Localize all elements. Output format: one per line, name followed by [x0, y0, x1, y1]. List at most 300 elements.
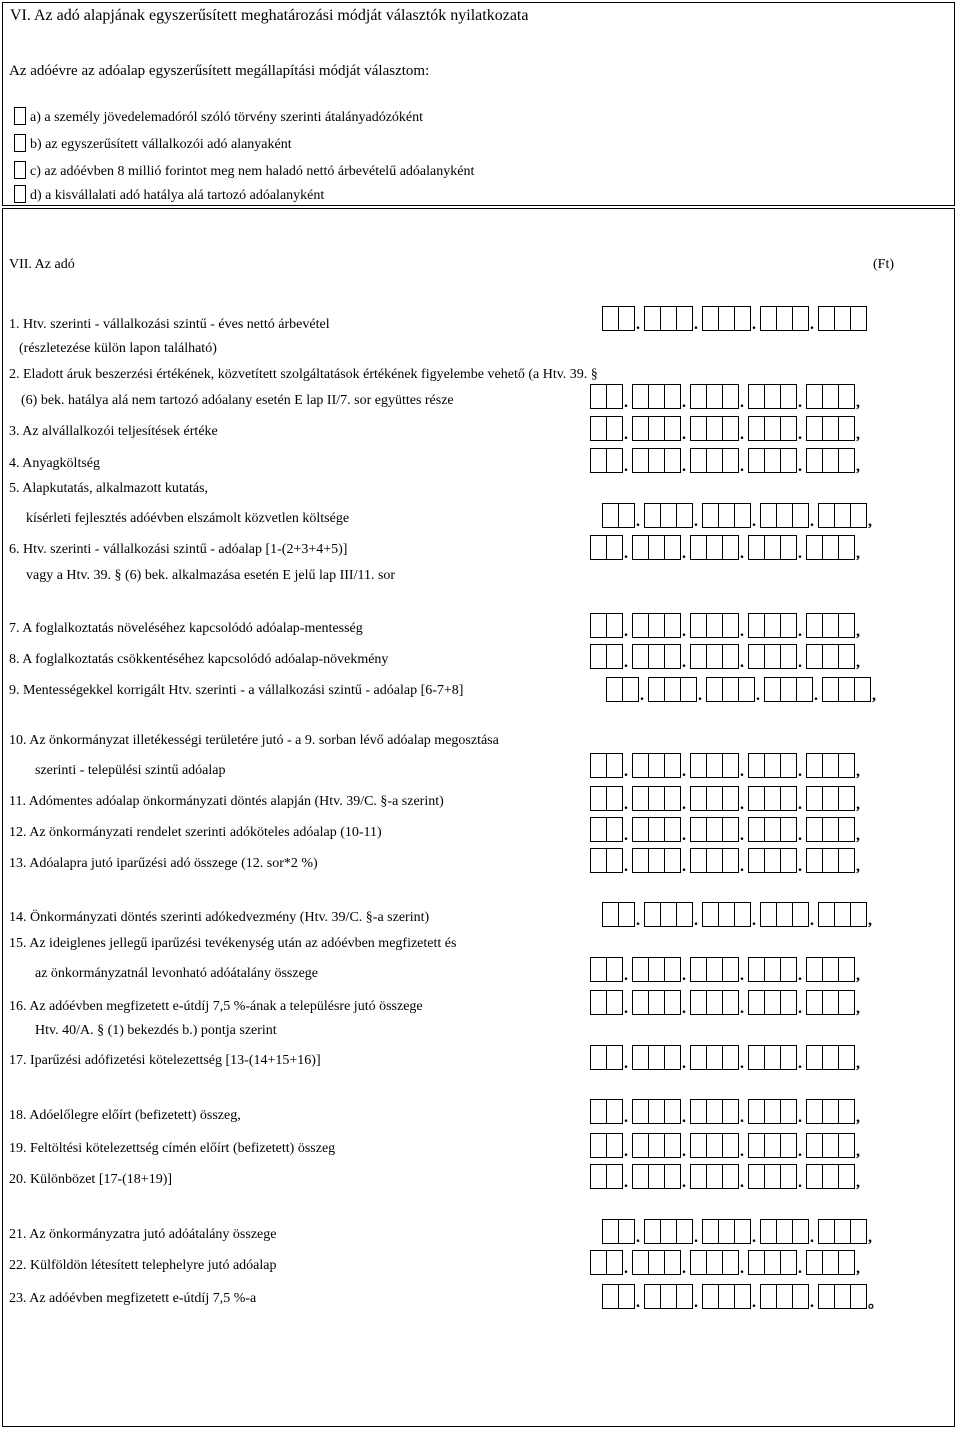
option-b-checkbox[interactable] — [14, 134, 26, 152]
digit-cell[interactable] — [664, 1133, 681, 1158]
digit-cell[interactable] — [660, 1284, 677, 1309]
digit-cell[interactable] — [834, 902, 851, 927]
digit-cell[interactable] — [734, 902, 751, 927]
digit-cell[interactable] — [690, 957, 707, 982]
digit-cell[interactable] — [806, 384, 823, 409]
digit-cell[interactable] — [690, 1250, 707, 1275]
digit-cell[interactable] — [632, 416, 649, 441]
digit-cell[interactable] — [680, 677, 697, 702]
digit-cell[interactable] — [850, 306, 867, 331]
digit-cell[interactable] — [838, 817, 855, 842]
digit-cell[interactable] — [748, 384, 765, 409]
digit-cell[interactable] — [748, 990, 765, 1015]
digit-cell[interactable] — [822, 848, 839, 873]
digit-cell[interactable] — [764, 1099, 781, 1124]
digit-cell[interactable] — [748, 848, 765, 873]
digit-cell[interactable] — [748, 416, 765, 441]
digit-cell[interactable] — [822, 613, 839, 638]
digit-cell[interactable] — [764, 1133, 781, 1158]
digit-cell[interactable] — [706, 1164, 723, 1189]
digit-cell[interactable] — [632, 957, 649, 982]
digit-cell[interactable] — [690, 535, 707, 560]
digit-cell[interactable] — [648, 613, 665, 638]
digit-cell[interactable] — [706, 535, 723, 560]
digit-cell[interactable] — [722, 1045, 739, 1070]
digit-cell[interactable] — [838, 1045, 855, 1070]
digit-cell[interactable] — [706, 848, 723, 873]
digit-cell[interactable] — [806, 848, 823, 873]
digit-cell[interactable] — [806, 753, 823, 778]
digit-cell[interactable] — [780, 613, 797, 638]
digit-cell[interactable] — [648, 1045, 665, 1070]
digit-cell[interactable] — [632, 448, 649, 473]
digit-cell[interactable] — [838, 384, 855, 409]
digit-cell[interactable] — [780, 1099, 797, 1124]
digit-cell[interactable] — [632, 1133, 649, 1158]
digit-cell[interactable] — [718, 1219, 735, 1244]
digit-cell[interactable] — [822, 990, 839, 1015]
digit-cell[interactable] — [748, 1164, 765, 1189]
digit-cell[interactable] — [690, 448, 707, 473]
digit-cell[interactable] — [690, 753, 707, 778]
digit-cell[interactable] — [660, 306, 677, 331]
digit-cell[interactable] — [618, 1219, 635, 1244]
digit-cell[interactable] — [606, 786, 623, 811]
digit-cell[interactable] — [706, 644, 723, 669]
digit-cell[interactable] — [822, 416, 839, 441]
digit-cell[interactable] — [590, 848, 607, 873]
digit-cell[interactable] — [850, 902, 867, 927]
digit-cell[interactable] — [606, 957, 623, 982]
digit-cell[interactable] — [590, 1045, 607, 1070]
digit-cell[interactable] — [764, 448, 781, 473]
digit-cell[interactable] — [806, 644, 823, 669]
digit-cell[interactable] — [676, 503, 693, 528]
digit-cell[interactable] — [850, 1284, 867, 1309]
digit-cell[interactable] — [664, 990, 681, 1015]
digit-cell[interactable] — [780, 384, 797, 409]
digit-cell[interactable] — [690, 416, 707, 441]
digit-cell[interactable] — [722, 613, 739, 638]
digit-cell[interactable] — [706, 416, 723, 441]
digit-cell[interactable] — [854, 677, 871, 702]
digit-cell[interactable] — [664, 1164, 681, 1189]
digit-cell[interactable] — [664, 677, 681, 702]
digit-cell[interactable] — [606, 1250, 623, 1275]
digit-cell[interactable] — [664, 957, 681, 982]
digit-cell[interactable] — [590, 1250, 607, 1275]
digit-cell[interactable] — [718, 902, 735, 927]
digit-cell[interactable] — [822, 1250, 839, 1275]
digit-cell[interactable] — [718, 306, 735, 331]
digit-cell[interactable] — [838, 753, 855, 778]
digit-cell[interactable] — [702, 1284, 719, 1309]
digit-cell[interactable] — [834, 1284, 851, 1309]
digit-cell[interactable] — [590, 1099, 607, 1124]
digit-cell[interactable] — [702, 1219, 719, 1244]
digit-cell[interactable] — [606, 416, 623, 441]
digit-cell[interactable] — [722, 677, 739, 702]
digit-cell[interactable] — [834, 306, 851, 331]
digit-cell[interactable] — [706, 1099, 723, 1124]
digit-cell[interactable] — [706, 677, 723, 702]
digit-cell[interactable] — [834, 503, 851, 528]
digit-cell[interactable] — [838, 990, 855, 1015]
digit-cell[interactable] — [606, 753, 623, 778]
digit-cell[interactable] — [806, 613, 823, 638]
digit-cell[interactable] — [838, 1164, 855, 1189]
digit-cell[interactable] — [618, 1284, 635, 1309]
digit-cell[interactable] — [780, 1250, 797, 1275]
digit-cell[interactable] — [648, 644, 665, 669]
digit-cell[interactable] — [764, 848, 781, 873]
digit-cell[interactable] — [664, 535, 681, 560]
digit-cell[interactable] — [690, 644, 707, 669]
digit-cell[interactable] — [822, 1164, 839, 1189]
digit-cell[interactable] — [764, 817, 781, 842]
digit-cell[interactable] — [838, 848, 855, 873]
digit-cell[interactable] — [648, 535, 665, 560]
digit-cell[interactable] — [706, 1045, 723, 1070]
digit-cell[interactable] — [590, 448, 607, 473]
digit-cell[interactable] — [838, 535, 855, 560]
option-c-checkbox[interactable] — [14, 161, 26, 179]
digit-cell[interactable] — [722, 848, 739, 873]
digit-cell[interactable] — [590, 1133, 607, 1158]
digit-cell[interactable] — [822, 677, 839, 702]
digit-cell[interactable] — [780, 644, 797, 669]
digit-cell[interactable] — [618, 503, 635, 528]
digit-cell[interactable] — [822, 1133, 839, 1158]
digit-cell[interactable] — [792, 1219, 809, 1244]
digit-cell[interactable] — [690, 817, 707, 842]
digit-cell[interactable] — [648, 753, 665, 778]
digit-cell[interactable] — [690, 1164, 707, 1189]
digit-cell[interactable] — [590, 786, 607, 811]
digit-cell[interactable] — [648, 448, 665, 473]
digit-cell[interactable] — [632, 817, 649, 842]
digit-cell[interactable] — [780, 448, 797, 473]
digit-cell[interactable] — [806, 535, 823, 560]
digit-cell[interactable] — [690, 1133, 707, 1158]
digit-cell[interactable] — [622, 677, 639, 702]
digit-cell[interactable] — [706, 990, 723, 1015]
digit-cell[interactable] — [690, 848, 707, 873]
digit-cell[interactable] — [806, 957, 823, 982]
digit-cell[interactable] — [676, 1284, 693, 1309]
digit-cell[interactable] — [722, 786, 739, 811]
digit-cell[interactable] — [764, 753, 781, 778]
digit-cell[interactable] — [676, 902, 693, 927]
digit-cell[interactable] — [776, 1219, 793, 1244]
digit-cell[interactable] — [838, 786, 855, 811]
digit-cell[interactable] — [822, 817, 839, 842]
digit-cell[interactable] — [648, 677, 665, 702]
digit-cell[interactable] — [606, 644, 623, 669]
digit-cell[interactable] — [722, 817, 739, 842]
digit-cell[interactable] — [648, 416, 665, 441]
digit-cell[interactable] — [590, 957, 607, 982]
digit-cell[interactable] — [780, 753, 797, 778]
digit-cell[interactable] — [834, 1219, 851, 1244]
digit-cell[interactable] — [648, 384, 665, 409]
digit-cell[interactable] — [602, 902, 619, 927]
option-d-checkbox[interactable] — [14, 185, 26, 203]
digit-cell[interactable] — [706, 384, 723, 409]
digit-cell[interactable] — [606, 1099, 623, 1124]
digit-cell[interactable] — [590, 817, 607, 842]
digit-cell[interactable] — [590, 613, 607, 638]
digit-cell[interactable] — [780, 416, 797, 441]
digit-cell[interactable] — [764, 786, 781, 811]
digit-cell[interactable] — [648, 817, 665, 842]
digit-cell[interactable] — [760, 503, 777, 528]
digit-cell[interactable] — [806, 817, 823, 842]
digit-cell[interactable] — [706, 753, 723, 778]
digit-cell[interactable] — [664, 384, 681, 409]
digit-cell[interactable] — [806, 786, 823, 811]
digit-cell[interactable] — [776, 503, 793, 528]
digit-cell[interactable] — [590, 644, 607, 669]
digit-cell[interactable] — [644, 503, 661, 528]
digit-cell[interactable] — [690, 990, 707, 1015]
digit-cell[interactable] — [660, 503, 677, 528]
digit-cell[interactable] — [606, 848, 623, 873]
digit-cell[interactable] — [748, 753, 765, 778]
digit-cell[interactable] — [760, 1219, 777, 1244]
digit-cell[interactable] — [818, 902, 835, 927]
digit-cell[interactable] — [764, 990, 781, 1015]
digit-cell[interactable] — [780, 535, 797, 560]
digit-cell[interactable] — [590, 384, 607, 409]
digit-cell[interactable] — [792, 902, 809, 927]
digit-cell[interactable] — [764, 613, 781, 638]
digit-cell[interactable] — [850, 1219, 867, 1244]
digit-cell[interactable] — [748, 535, 765, 560]
digit-cell[interactable] — [702, 902, 719, 927]
digit-cell[interactable] — [822, 384, 839, 409]
digit-cell[interactable] — [664, 753, 681, 778]
digit-cell[interactable] — [632, 1250, 649, 1275]
digit-cell[interactable] — [706, 613, 723, 638]
digit-cell[interactable] — [722, 753, 739, 778]
digit-cell[interactable] — [722, 1164, 739, 1189]
digit-cell[interactable] — [590, 1164, 607, 1189]
digit-cell[interactable] — [818, 1219, 835, 1244]
digit-cell[interactable] — [632, 990, 649, 1015]
digit-cell[interactable] — [764, 535, 781, 560]
digit-cell[interactable] — [748, 1250, 765, 1275]
digit-cell[interactable] — [664, 448, 681, 473]
digit-cell[interactable] — [838, 957, 855, 982]
digit-cell[interactable] — [806, 448, 823, 473]
digit-cell[interactable] — [806, 990, 823, 1015]
digit-cell[interactable] — [722, 990, 739, 1015]
digit-cell[interactable] — [764, 1164, 781, 1189]
digit-cell[interactable] — [632, 613, 649, 638]
digit-cell[interactable] — [644, 306, 661, 331]
digit-cell[interactable] — [764, 416, 781, 441]
digit-cell[interactable] — [664, 644, 681, 669]
digit-cell[interactable] — [764, 1045, 781, 1070]
digit-cell[interactable] — [602, 306, 619, 331]
digit-cell[interactable] — [760, 306, 777, 331]
digit-cell[interactable] — [644, 902, 661, 927]
digit-cell[interactable] — [648, 957, 665, 982]
digit-cell[interactable] — [776, 902, 793, 927]
digit-cell[interactable] — [664, 1250, 681, 1275]
digit-cell[interactable] — [590, 753, 607, 778]
digit-cell[interactable] — [780, 848, 797, 873]
digit-cell[interactable] — [660, 1219, 677, 1244]
digit-cell[interactable] — [838, 1250, 855, 1275]
digit-cell[interactable] — [606, 1133, 623, 1158]
digit-cell[interactable] — [822, 535, 839, 560]
digit-cell[interactable] — [748, 1133, 765, 1158]
digit-cell[interactable] — [748, 817, 765, 842]
digit-cell[interactable] — [632, 1164, 649, 1189]
digit-cell[interactable] — [738, 677, 755, 702]
digit-cell[interactable] — [690, 1045, 707, 1070]
digit-cell[interactable] — [734, 306, 751, 331]
digit-cell[interactable] — [806, 1250, 823, 1275]
digit-cell[interactable] — [706, 817, 723, 842]
digit-cell[interactable] — [632, 644, 649, 669]
digit-cell[interactable] — [748, 644, 765, 669]
digit-cell[interactable] — [606, 448, 623, 473]
digit-cell[interactable] — [764, 957, 781, 982]
digit-cell[interactable] — [664, 817, 681, 842]
digit-cell[interactable] — [618, 306, 635, 331]
digit-cell[interactable] — [748, 613, 765, 638]
digit-cell[interactable] — [748, 957, 765, 982]
digit-cell[interactable] — [606, 1045, 623, 1070]
digit-cell[interactable] — [632, 753, 649, 778]
digit-cell[interactable] — [602, 1219, 619, 1244]
digit-cell[interactable] — [690, 1099, 707, 1124]
digit-cell[interactable] — [702, 503, 719, 528]
digit-cell[interactable] — [806, 1133, 823, 1158]
digit-cell[interactable] — [722, 1099, 739, 1124]
digit-cell[interactable] — [648, 1133, 665, 1158]
digit-cell[interactable] — [822, 644, 839, 669]
digit-cell[interactable] — [838, 613, 855, 638]
digit-cell[interactable] — [664, 786, 681, 811]
digit-cell[interactable] — [748, 1045, 765, 1070]
digit-cell[interactable] — [590, 416, 607, 441]
digit-cell[interactable] — [706, 957, 723, 982]
digit-cell[interactable] — [760, 1284, 777, 1309]
digit-cell[interactable] — [764, 644, 781, 669]
digit-cell[interactable] — [792, 1284, 809, 1309]
digit-cell[interactable] — [664, 416, 681, 441]
digit-cell[interactable] — [648, 1250, 665, 1275]
digit-cell[interactable] — [606, 677, 623, 702]
digit-cell[interactable] — [822, 1099, 839, 1124]
digit-cell[interactable] — [632, 1045, 649, 1070]
digit-cell[interactable] — [780, 677, 797, 702]
digit-cell[interactable] — [606, 990, 623, 1015]
digit-cell[interactable] — [780, 786, 797, 811]
digit-cell[interactable] — [818, 1284, 835, 1309]
digit-cell[interactable] — [792, 306, 809, 331]
digit-cell[interactable] — [632, 384, 649, 409]
digit-cell[interactable] — [676, 1219, 693, 1244]
digit-cell[interactable] — [722, 384, 739, 409]
digit-cell[interactable] — [748, 1099, 765, 1124]
digit-cell[interactable] — [838, 677, 855, 702]
digit-cell[interactable] — [690, 384, 707, 409]
digit-cell[interactable] — [690, 786, 707, 811]
digit-cell[interactable] — [632, 1099, 649, 1124]
digit-cell[interactable] — [734, 1284, 751, 1309]
digit-cell[interactable] — [780, 1133, 797, 1158]
digit-cell[interactable] — [606, 817, 623, 842]
digit-cell[interactable] — [648, 1099, 665, 1124]
digit-cell[interactable] — [780, 1045, 797, 1070]
digit-cell[interactable] — [822, 1045, 839, 1070]
digit-cell[interactable] — [838, 1099, 855, 1124]
digit-cell[interactable] — [664, 613, 681, 638]
digit-cell[interactable] — [706, 448, 723, 473]
digit-cell[interactable] — [822, 786, 839, 811]
digit-cell[interactable] — [748, 786, 765, 811]
digit-cell[interactable] — [632, 535, 649, 560]
digit-cell[interactable] — [718, 1284, 735, 1309]
digit-cell[interactable] — [764, 1250, 781, 1275]
digit-cell[interactable] — [734, 1219, 751, 1244]
digit-cell[interactable] — [838, 1133, 855, 1158]
digit-cell[interactable] — [706, 786, 723, 811]
digit-cell[interactable] — [722, 957, 739, 982]
digit-cell[interactable] — [764, 384, 781, 409]
digit-cell[interactable] — [806, 1164, 823, 1189]
digit-cell[interactable] — [606, 384, 623, 409]
digit-cell[interactable] — [776, 306, 793, 331]
digit-cell[interactable] — [632, 848, 649, 873]
digit-cell[interactable] — [606, 1164, 623, 1189]
digit-cell[interactable] — [764, 677, 781, 702]
digit-cell[interactable] — [838, 416, 855, 441]
digit-cell[interactable] — [822, 753, 839, 778]
digit-cell[interactable] — [822, 448, 839, 473]
digit-cell[interactable] — [776, 1284, 793, 1309]
digit-cell[interactable] — [606, 535, 623, 560]
digit-cell[interactable] — [722, 644, 739, 669]
digit-cell[interactable] — [590, 535, 607, 560]
digit-cell[interactable] — [818, 503, 835, 528]
digit-cell[interactable] — [850, 503, 867, 528]
digit-cell[interactable] — [590, 990, 607, 1015]
digit-cell[interactable] — [644, 1284, 661, 1309]
digit-cell[interactable] — [822, 957, 839, 982]
digit-cell[interactable] — [690, 613, 707, 638]
digit-cell[interactable] — [606, 613, 623, 638]
digit-cell[interactable] — [806, 416, 823, 441]
digit-cell[interactable] — [664, 848, 681, 873]
digit-cell[interactable] — [780, 957, 797, 982]
digit-cell[interactable] — [648, 1164, 665, 1189]
digit-cell[interactable] — [648, 848, 665, 873]
digit-cell[interactable] — [702, 306, 719, 331]
digit-cell[interactable] — [706, 1250, 723, 1275]
digit-cell[interactable] — [734, 503, 751, 528]
digit-cell[interactable] — [718, 503, 735, 528]
digit-cell[interactable] — [664, 1099, 681, 1124]
digit-cell[interactable] — [806, 1099, 823, 1124]
digit-cell[interactable] — [648, 990, 665, 1015]
digit-cell[interactable] — [632, 786, 649, 811]
